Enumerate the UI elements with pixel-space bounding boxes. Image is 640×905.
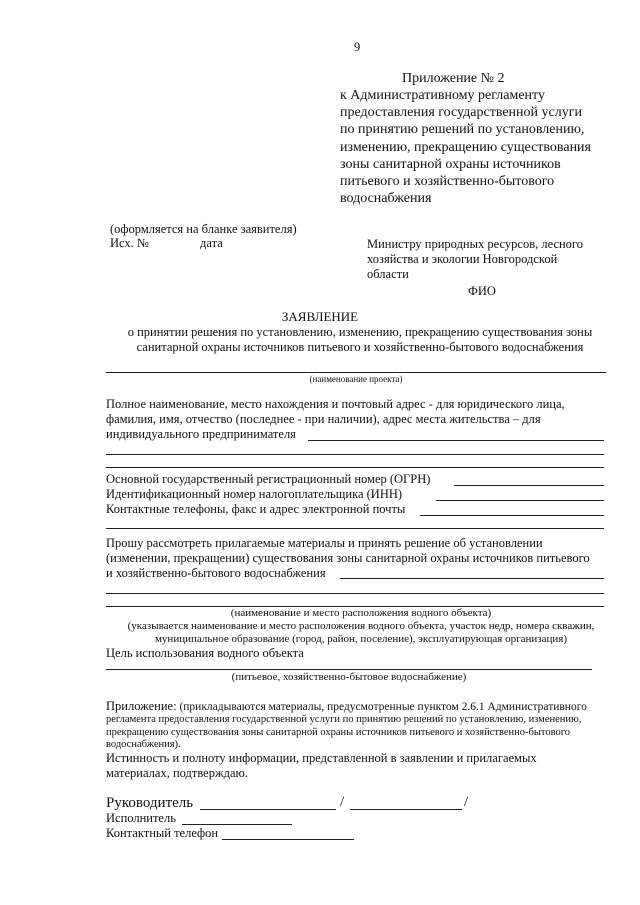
appendix-line: предоставления государственной услуги [340,105,582,121]
statement-title: ЗАЯВЛЕНИЕ [281,309,359,324]
phone-input-line[interactable] [222,839,354,840]
outgoing-number-label: Исх. № [110,236,149,250]
appendix-line: зоны санитарной охраны источников [340,156,561,172]
page-number: 9 [354,40,361,54]
attachment-block [106,700,612,752]
water-object-note-line: муниципальное образование (город, район, поселение), эксплуатирующая организация) [154,633,568,645]
request-line: Прошу рассмотреть прилагаемые материалы и принять решение об установлении [106,536,543,550]
addressee-line: хозяйства и экологии Новгородской [367,252,558,266]
applicant-input-line[interactable] [308,440,604,441]
project-name-line[interactable] [106,372,606,373]
applicant-input-line[interactable] [106,454,604,455]
executor-label: Исполнитель [106,811,176,825]
water-object-note-line: (указывается наименование и место расположения водного объекта, участок недр, номера скважин, [127,620,595,632]
attachment-line: регламента предоставления государственной услуги по принятию решений по установлению, изменению, [106,714,582,725]
ogrn-input-line[interactable] [454,485,604,486]
head-name-line[interactable] [350,809,462,810]
purpose-caption: (питьевое, хозяйственно-бытовое водоснабжение) [231,671,467,683]
blank-note: (оформляется на бланке заявителя) [110,222,297,236]
addressee-line: области [367,267,409,281]
signature-slash: / [340,794,345,810]
head-label: Руководитель [106,795,194,811]
ogrn-label: Основной государственный регистрационный номер (ОГРН) [106,472,431,486]
statement-subtitle-line: санитарной охраны источников питьевого и хозяйственно-бытового водоснабжения [136,340,584,354]
inn-input-line[interactable] [436,500,604,501]
date-label: дата [200,236,223,250]
project-caption: (наименование проекта) [309,374,403,384]
executor-input-line[interactable] [182,824,292,825]
water-object-input-line[interactable] [340,578,604,579]
attachment-label: Приложение: [106,699,177,713]
appendix-line: изменению, прекращению существования [340,139,591,155]
appendix-line: по принятию решений по установлению, [340,122,585,138]
applicant-line: индивидуального предпринимателя [106,427,296,441]
water-object-note [106,620,616,646]
signature-slash: / [464,794,469,810]
applicant-line: Полное наименование, место нахождения и почтовый адрес - для юридического лица, [106,397,565,411]
phone-label: Контактный телефон [106,826,219,840]
contacts-input-line[interactable] [106,528,604,529]
appendix-block [340,70,630,207]
water-object-input-line[interactable] [106,593,604,594]
statement-subtitle-line: о принятии решения по установлению, изменению, прекращению существования зоны [127,325,593,339]
purpose-input-line[interactable] [106,669,592,670]
inn-label: Идентификационный номер налогоплательщика (ИНН) [106,487,403,501]
confirmation-line: Истинность и полноту информации, представленной в заявлении и прилагаемых [106,751,537,765]
addressee-block [367,237,607,282]
addressee-line: Министру природных ресурсов, лесного [367,237,583,251]
request-line: и хозяйственно-бытового водоснабжения [106,566,326,580]
applicant-input-line[interactable] [106,467,604,468]
request-line: (изменении, прекращении) существования зоны санитарной охраны источников питьевого [106,551,590,565]
attachment-line: водоснабжения). [106,739,181,750]
purpose-label: Цель использования водного объекта [106,646,304,660]
contacts-input-line[interactable] [420,515,604,516]
statement-subtitle [90,325,630,355]
contacts-label: Контактные телефоны, факс и адрес электронной почты [106,502,406,516]
appendix-line: к Административному регламенту [340,88,545,103]
appendix-title: Приложение № 2 [402,71,505,86]
applicant-line: фамилия, имя, отчество (последнее - при наличии), адрес места жительства – для [106,412,541,426]
addressee-fio: ФИО [468,284,496,298]
head-signature-line[interactable] [200,809,336,810]
attachment-text: (прикладываются материалы, предусмотренные пунктом 2.6.1 Административного [179,701,587,713]
appendix-line: водоснабжения [340,191,432,207]
confirmation-line: материалах, подтверждаю. [106,766,248,780]
appendix-line: питьевого и хозяйственно-бытового [340,174,555,190]
water-object-caption: (наименование и место расположения водного объекта) [230,607,492,619]
attachment-line: прекращению существования зоны санитарной охраны источников питьевого и хозяйственно-бытового [106,726,571,738]
